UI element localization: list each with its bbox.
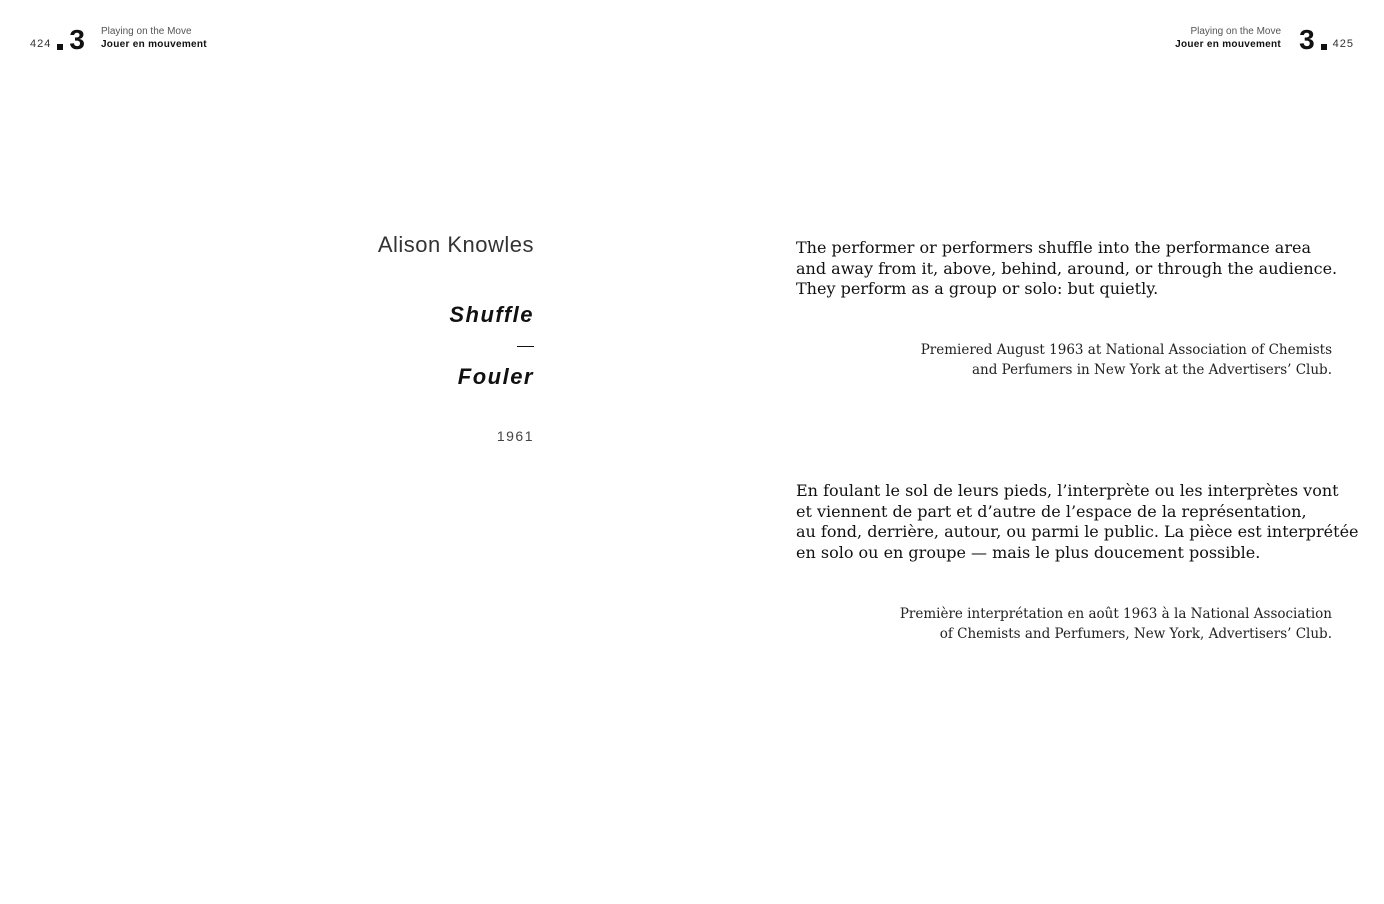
work-title-en: Shuffle — [449, 302, 534, 328]
premiere-en-line: and Perfumers in New York at the Advertisers’ Club. — [971, 362, 1332, 378]
right-chapter-title-en: Playing on the Move — [1190, 26, 1282, 37]
score-en-line: They perform as a group or solo: but quietly. — [796, 279, 1159, 298]
work-title-fr: Fouler — [457, 363, 534, 389]
right-page-header — [1175, 23, 1354, 55]
left-chapter-title-fr: Jouer en mouvement — [100, 38, 207, 50]
premiere-en-line: Premiered August 1963 at National Association of Chemists — [920, 342, 1332, 358]
artist-name: Alison Knowles — [377, 232, 534, 257]
premiere-fr-line: Première interprétation en août 1963 à la National Association — [899, 606, 1332, 622]
left-chapter-titles — [101, 26, 207, 52]
score-fr-line: et viennent de part et d’autre de l’espace de la représentation, — [796, 501, 1307, 521]
score-fr-line: en solo ou en groupe — mais le plus doucement possible. — [796, 542, 1261, 562]
chapter-square-marker — [57, 44, 63, 50]
premiere-note-en — [921, 340, 1332, 380]
left-chapter-title-en: Playing on the Move — [100, 26, 192, 37]
left-page-number: 424 — [30, 38, 52, 50]
right-chapter-number: 3 — [1299, 23, 1315, 55]
score-fr-line: au fond, derrière, autour, ou parmi le public. La pièce est interprétée — [796, 522, 1359, 541]
score-text-fr — [796, 481, 1359, 563]
premiere-fr-line: of Chemists and Perfumers, New York, Advertisers’ Club. — [939, 626, 1332, 642]
score-en-line: The performer or performers shuffle into the performance area — [796, 238, 1311, 257]
chapter-square-marker — [1321, 44, 1327, 50]
work-year: 1961 — [496, 428, 534, 445]
score-en-line: and away from it, above, behind, around, or through the audience. — [796, 258, 1338, 278]
score-fr-line: En foulant le sol de leurs pieds, l’interprète ou les interprètes vont — [796, 481, 1339, 500]
right-chapter-title-fr: Jouer en mouvement — [1175, 38, 1282, 50]
work-title-block — [378, 232, 534, 444]
left-page-header — [30, 23, 207, 55]
right-page-number: 425 — [1332, 38, 1354, 50]
premiere-note-fr — [900, 604, 1332, 644]
left-chapter-number: 3 — [69, 23, 85, 55]
right-chapter-titles — [1175, 26, 1281, 52]
title-separator-dash — [517, 346, 534, 347]
score-text-en — [796, 238, 1344, 300]
